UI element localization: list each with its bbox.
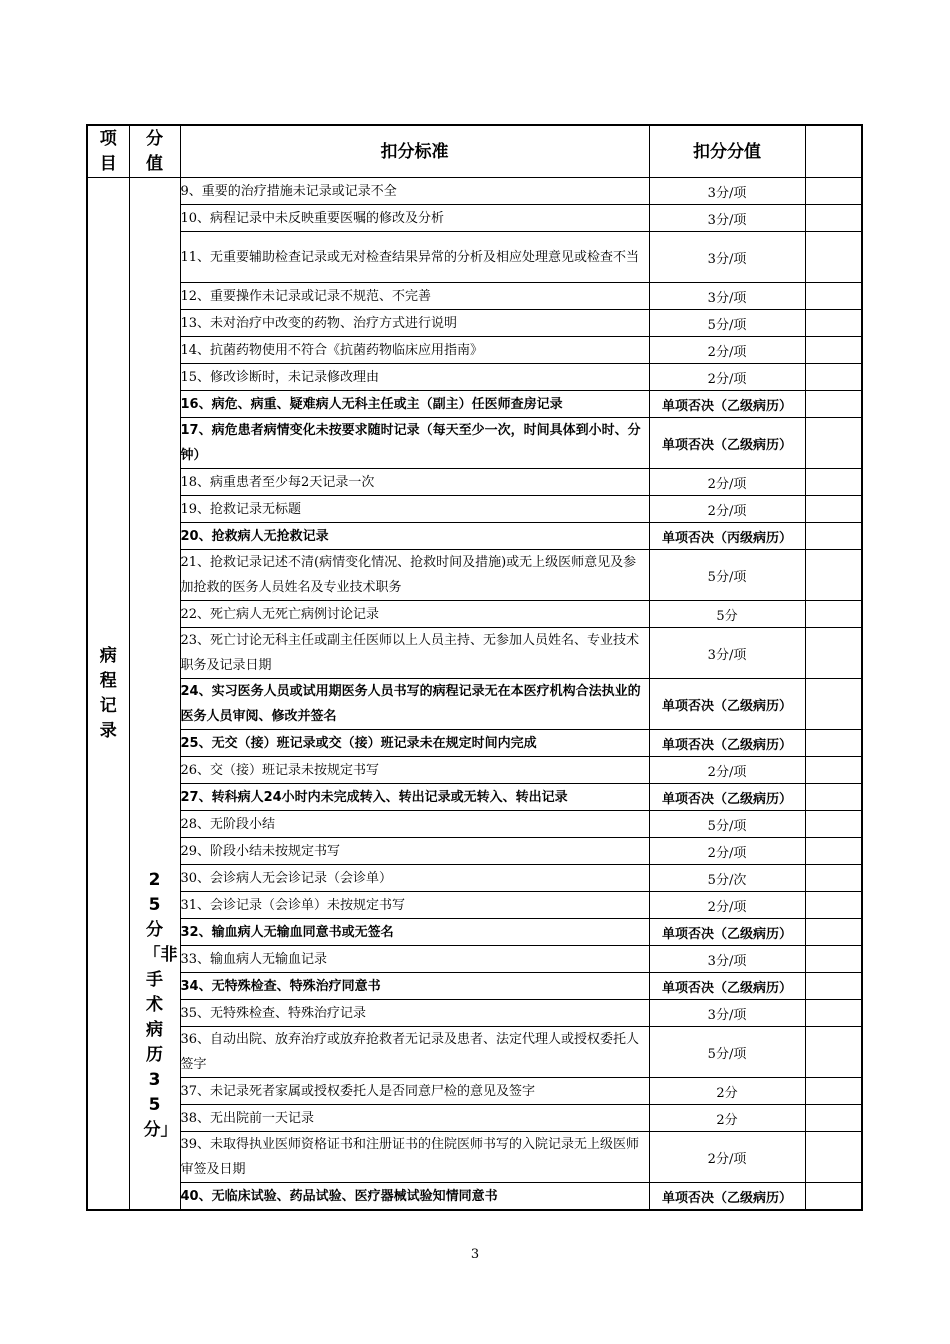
blank-cell — [805, 496, 862, 523]
deduction-value: 3分/项 — [649, 946, 805, 973]
blank-cell — [805, 628, 862, 679]
table-row — [87, 865, 862, 892]
deduction-value: 5分/项 — [649, 550, 805, 601]
deduction-value: 5分/项 — [649, 310, 805, 337]
blank-cell — [805, 838, 862, 865]
criterion-text: 16、病危、病重、疑难病人无科主任或主（副主）任医师查房记录 — [180, 391, 649, 418]
criterion-text: 28、无阶段小结 — [180, 811, 649, 838]
table-row — [87, 784, 862, 811]
table-row — [87, 496, 862, 523]
criterion-text: 25、无交（接）班记录或交（接）班记录未在规定时间内完成 — [180, 730, 649, 757]
criterion-text: 12、重要操作未记录或记录不规范、不完善 — [180, 283, 649, 310]
table-row — [87, 1105, 862, 1132]
table-row — [87, 946, 862, 973]
blank-cell — [805, 1027, 862, 1078]
table-row — [87, 337, 862, 364]
table-row — [87, 1183, 862, 1211]
blank-cell — [805, 523, 862, 550]
deduction-value: 2分/项 — [649, 838, 805, 865]
blank-cell — [805, 550, 862, 601]
table-row — [87, 679, 862, 730]
header-blank — [805, 125, 862, 178]
blank-cell — [805, 730, 862, 757]
criterion-text: 35、无特殊检查、特殊治疗记录 — [180, 1000, 649, 1027]
table-row — [87, 757, 862, 784]
blank-cell — [805, 232, 862, 283]
table-row — [87, 232, 862, 283]
table-row — [87, 469, 862, 496]
criterion-text: 23、死亡讨论无科主任或副主任医师以上人员主持、无参加人员姓名、专业技术职务及记录日期 — [180, 628, 649, 679]
table-row — [87, 1000, 862, 1027]
table-row — [87, 973, 862, 1000]
table-row — [87, 1027, 862, 1078]
criterion-text: 15、修改诊断时，未记录修改理由 — [180, 364, 649, 391]
blank-cell — [805, 919, 862, 946]
deduction-value: 5分/次 — [649, 865, 805, 892]
blank-cell — [805, 973, 862, 1000]
blank-cell — [805, 283, 862, 310]
blank-cell — [805, 310, 862, 337]
blank-cell — [805, 1105, 862, 1132]
table-row — [87, 391, 862, 418]
deduction-value: 单项否决（乙级病历） — [649, 784, 805, 811]
criterion-text: 20、抢救病人无抢救记录 — [180, 523, 649, 550]
blank-cell — [805, 418, 862, 469]
blank-cell — [805, 946, 862, 973]
score-label: 25分「非手术病历35分」 — [143, 870, 178, 1140]
criterion-text: 36、自动出院、放弃治疗或放弃抢救者无记录及患者、法定代理人或授权委托人签字 — [180, 1027, 649, 1078]
criterion-text: 34、无特殊检查、特殊治疗同意书 — [180, 973, 649, 1000]
blank-cell — [805, 1132, 862, 1183]
deduction-value: 2分/项 — [649, 469, 805, 496]
blank-cell — [805, 679, 862, 730]
deduction-value: 单项否决（乙级病历） — [649, 679, 805, 730]
blank-cell — [805, 1000, 862, 1027]
criterion-text: 38、无出院前一天记录 — [180, 1105, 649, 1132]
blank-cell — [805, 178, 862, 205]
scoring-table — [86, 124, 863, 1211]
table-row — [87, 283, 862, 310]
deduction-value: 单项否决（乙级病历） — [649, 418, 805, 469]
deduction-value: 5分/项 — [649, 1027, 805, 1078]
deduction-value: 3分/项 — [649, 1000, 805, 1027]
header-score: 分值 — [129, 125, 180, 178]
table-row — [87, 178, 862, 205]
blank-cell — [805, 811, 862, 838]
deduction-value: 2分 — [649, 1078, 805, 1105]
deduction-value: 单项否决（乙级病历） — [649, 973, 805, 1000]
deduction-value: 2分/项 — [649, 1132, 805, 1183]
criterion-text: 22、死亡病人无死亡病例讨论记录 — [180, 601, 649, 628]
header-item: 项目 — [87, 125, 129, 178]
table-row — [87, 310, 862, 337]
blank-cell — [805, 757, 862, 784]
deduction-value: 2分/项 — [649, 757, 805, 784]
criterion-text: 19、抢救记录无标题 — [180, 496, 649, 523]
deduction-value: 2分/项 — [649, 496, 805, 523]
table-row — [87, 892, 862, 919]
criterion-text: 21、抢救记录记述不清(病情变化情况、抢救时间及措施)或无上级医师意见及参加抢救的医务人员姓名及专业技术职务 — [180, 550, 649, 601]
deduction-value: 3分/项 — [649, 283, 805, 310]
blank-cell — [805, 784, 862, 811]
table-row — [87, 523, 862, 550]
criterion-text: 32、输血病人无输血同意书或无签名 — [180, 919, 649, 946]
table-row — [87, 919, 862, 946]
deduction-value: 单项否决（乙级病历） — [649, 919, 805, 946]
score-cell — [129, 178, 180, 1211]
blank-cell — [805, 469, 862, 496]
criterion-text: 17、病危患者病情变化未按要求随时记录（每天至少一次，时间具体到小时、分钟） — [180, 418, 649, 469]
criterion-text: 37、未记录死者家属或授权委托人是否同意尸检的意见及签字 — [180, 1078, 649, 1105]
criterion-text: 26、交（接）班记录未按规定书写 — [180, 757, 649, 784]
deduction-value: 3分/项 — [649, 178, 805, 205]
table-row — [87, 418, 862, 469]
page-number: 3 — [470, 1247, 480, 1262]
criterion-text: 13、未对治疗中改变的药物、治疗方式进行说明 — [180, 310, 649, 337]
blank-cell — [805, 364, 862, 391]
deduction-value: 5分/项 — [649, 811, 805, 838]
blank-cell — [805, 205, 862, 232]
category-cell — [87, 178, 129, 1211]
criterion-text: 30、会诊病人无会诊记录（会诊单） — [180, 865, 649, 892]
table-row — [87, 205, 862, 232]
table-row — [87, 1132, 862, 1183]
category-label: 病程记录 — [99, 645, 117, 741]
blank-cell — [805, 865, 862, 892]
deduction-value: 3分/项 — [649, 205, 805, 232]
blank-cell — [805, 1183, 862, 1211]
table-row — [87, 628, 862, 679]
criterion-text: 29、阶段小结未按规定书写 — [180, 838, 649, 865]
table-row — [87, 811, 862, 838]
deduction-value: 5分 — [649, 601, 805, 628]
criterion-text: 9、重要的治疗措施未记录或记录不全 — [180, 178, 649, 205]
criterion-text: 18、病重患者至少每2天记录一次 — [180, 469, 649, 496]
criterion-text: 10、病程记录中未反映重要医嘱的修改及分析 — [180, 205, 649, 232]
criterion-text: 33、输血病人无输血记录 — [180, 946, 649, 973]
table-row — [87, 364, 862, 391]
criterion-text: 14、抗菌药物使用不符合《抗菌药物临床应用指南》 — [180, 337, 649, 364]
header-deduction: 扣分分值 — [649, 125, 805, 178]
criterion-text: 27、转科病人24小时内未完成转入、转出记录或无转入、转出记录 — [180, 784, 649, 811]
table-row — [87, 601, 862, 628]
table-row — [87, 550, 862, 601]
deduction-value: 2分/项 — [649, 364, 805, 391]
deduction-value: 2分 — [649, 1105, 805, 1132]
deduction-value: 3分/项 — [649, 628, 805, 679]
table-row — [87, 730, 862, 757]
header-criteria: 扣分标准 — [180, 125, 649, 178]
table-row — [87, 838, 862, 865]
criterion-text: 11、无重要辅助检查记录或无对检查结果异常的分析及相应处理意见或检查不当 — [180, 232, 649, 283]
blank-cell — [805, 601, 862, 628]
table-row — [87, 1078, 862, 1105]
criterion-text: 24、实习医务人员或试用期医务人员书写的病程记录无在本医疗机构合法执业的医务人员审阅、修改并签名 — [180, 679, 649, 730]
deduction-value: 2分/项 — [649, 892, 805, 919]
table-body — [87, 178, 862, 1211]
criterion-text: 40、无临床试验、药品试验、医疗器械试验知情同意书 — [180, 1183, 649, 1211]
deduction-value: 2分/项 — [649, 337, 805, 364]
blank-cell — [805, 391, 862, 418]
blank-cell — [805, 892, 862, 919]
deduction-value: 单项否决（乙级病历） — [649, 391, 805, 418]
table-header-row — [87, 125, 862, 178]
criterion-text: 39、未取得执业医师资格证书和注册证书的住院医师书写的入院记录无上级医师审签及日期 — [180, 1132, 649, 1183]
deduction-value: 单项否决（乙级病历） — [649, 730, 805, 757]
blank-cell — [805, 1078, 862, 1105]
deduction-value: 3分/项 — [649, 232, 805, 283]
deduction-value: 单项否决（丙级病历） — [649, 523, 805, 550]
blank-cell — [805, 337, 862, 364]
deduction-value: 单项否决（乙级病历） — [649, 1183, 805, 1211]
criterion-text: 31、会诊记录（会诊单）未按规定书写 — [180, 892, 649, 919]
